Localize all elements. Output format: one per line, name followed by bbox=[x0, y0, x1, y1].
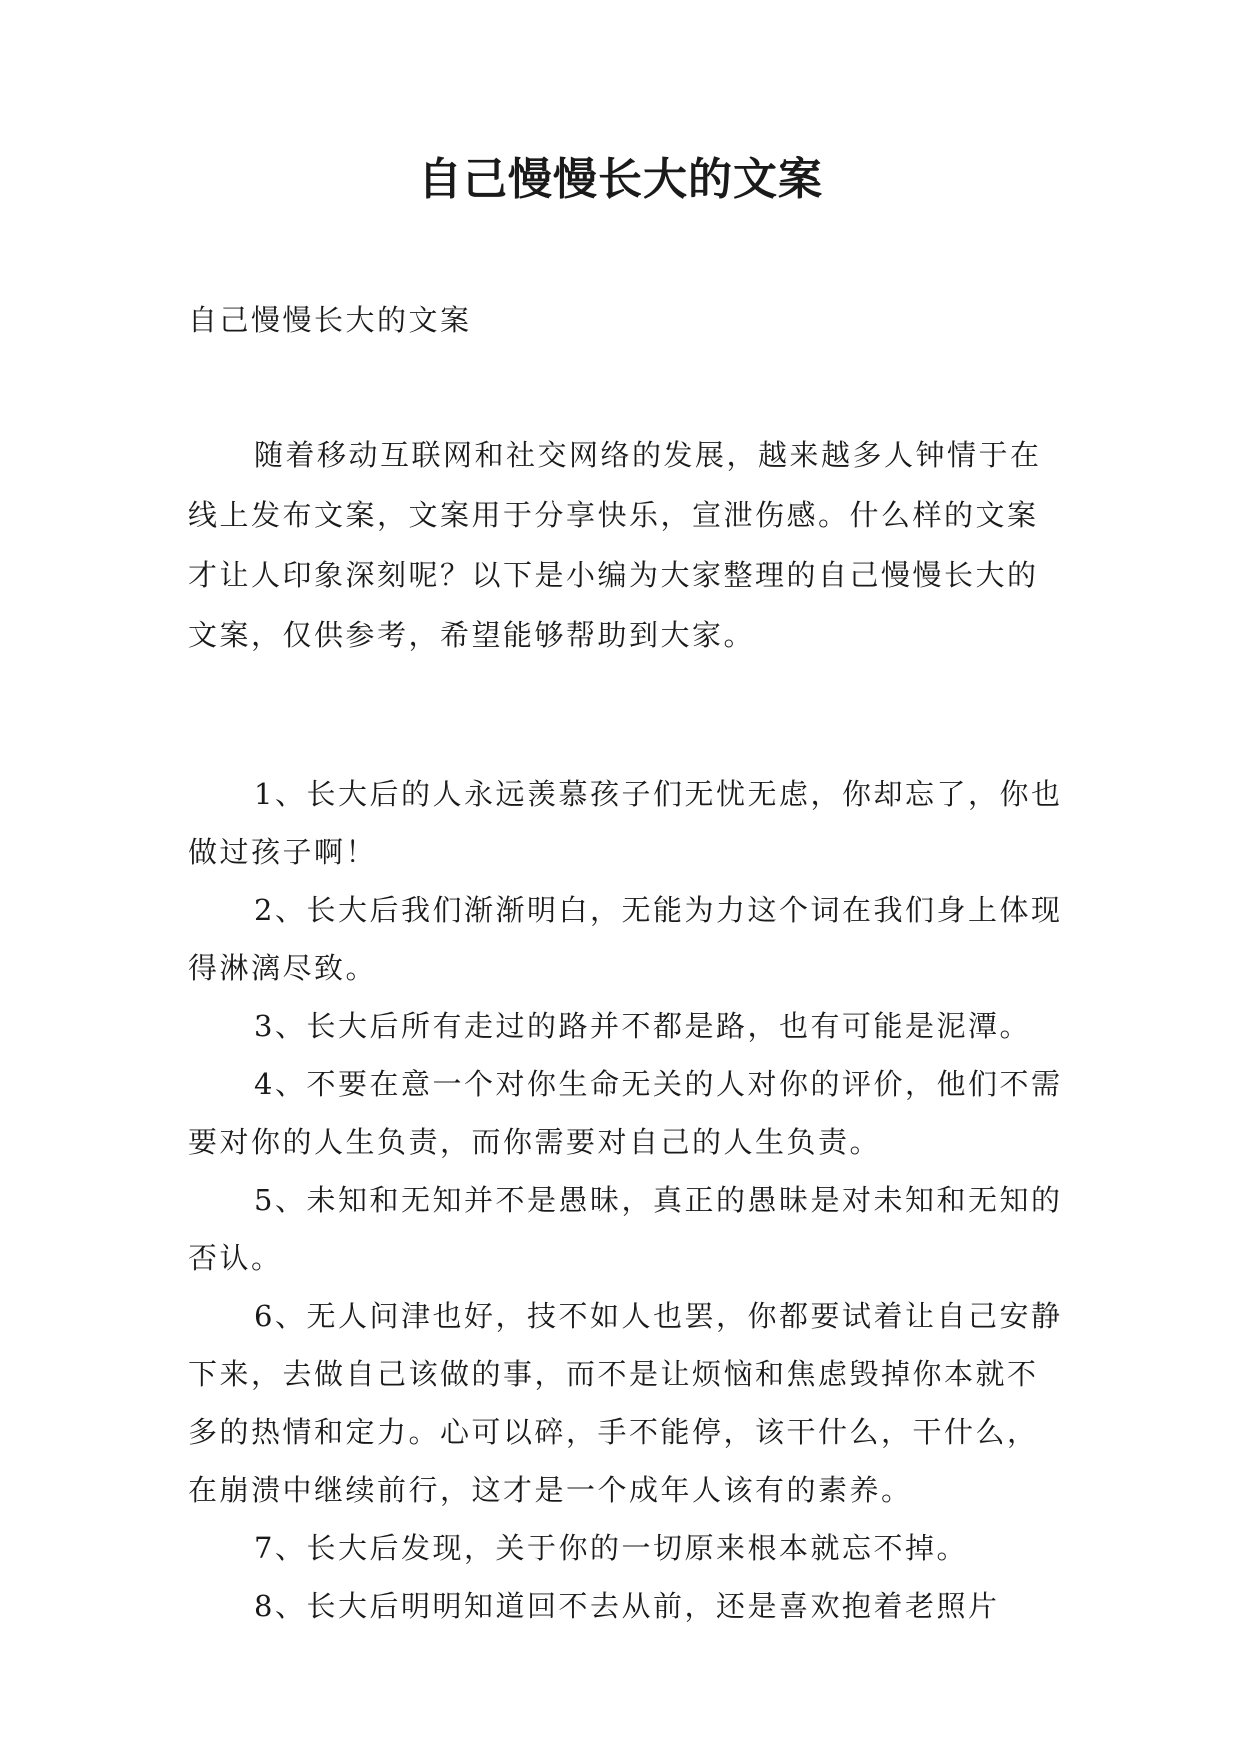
list-item: 6、无人问津也好，技不如人也罢，你都要试着让自己安静下来，去做自己该做的事，而不是让烦恼和焦虑毁掉你本就不多的热情和定力。心可以碎，手不能停，该干什么，干什么，在崩溃中继续前行，这才是一个成年人该有的素养。 bbox=[188, 1299, 1063, 1507]
document-title: 自己慢慢长大的文案 bbox=[418, 154, 823, 205]
document-subtitle: 自己慢慢长大的文案 bbox=[188, 303, 472, 337]
list-item: 3、长大后所有走过的路并不都是路，也有可能是泥潭。 bbox=[254, 1009, 1031, 1043]
document-body bbox=[188, 290, 1068, 1635]
list-item: 5、未知和无知并不是愚昧，真正的愚昧是对未知和无知的否认。 bbox=[188, 1183, 1063, 1275]
list-item: 1、长大后的人永远羡慕孩子们无忧无虑，你却忘了，你也做过孩子啊！ bbox=[188, 777, 1063, 869]
list-item: 7、长大后发现，关于你的一切原来根本就忘不掉。 bbox=[254, 1531, 968, 1565]
list-item: 8、长大后明明知道回不去从前，还是喜欢抱着老照片 bbox=[254, 1589, 1000, 1623]
list-item: 2、长大后我们渐渐明白，无能为力这个词在我们身上体现得淋漓尽致。 bbox=[188, 893, 1063, 985]
intro-paragraph: 随着移动互联网和社交网络的发展，越来越多人钟情于在线上发布文案，文案用于分享快乐，宣泄伤感。什么样的文案才让人印象深刻呢？以下是小编为大家整理的自己慢慢长大的文案，仅供参考，希望能够帮助到大家。 bbox=[188, 438, 1042, 652]
list-item: 4、不要在意一个对你生命无关的人对你的评价，他们不需要对你的人生负责，而你需要对自己的人生负责。 bbox=[188, 1067, 1063, 1159]
item-list bbox=[188, 765, 1068, 1635]
